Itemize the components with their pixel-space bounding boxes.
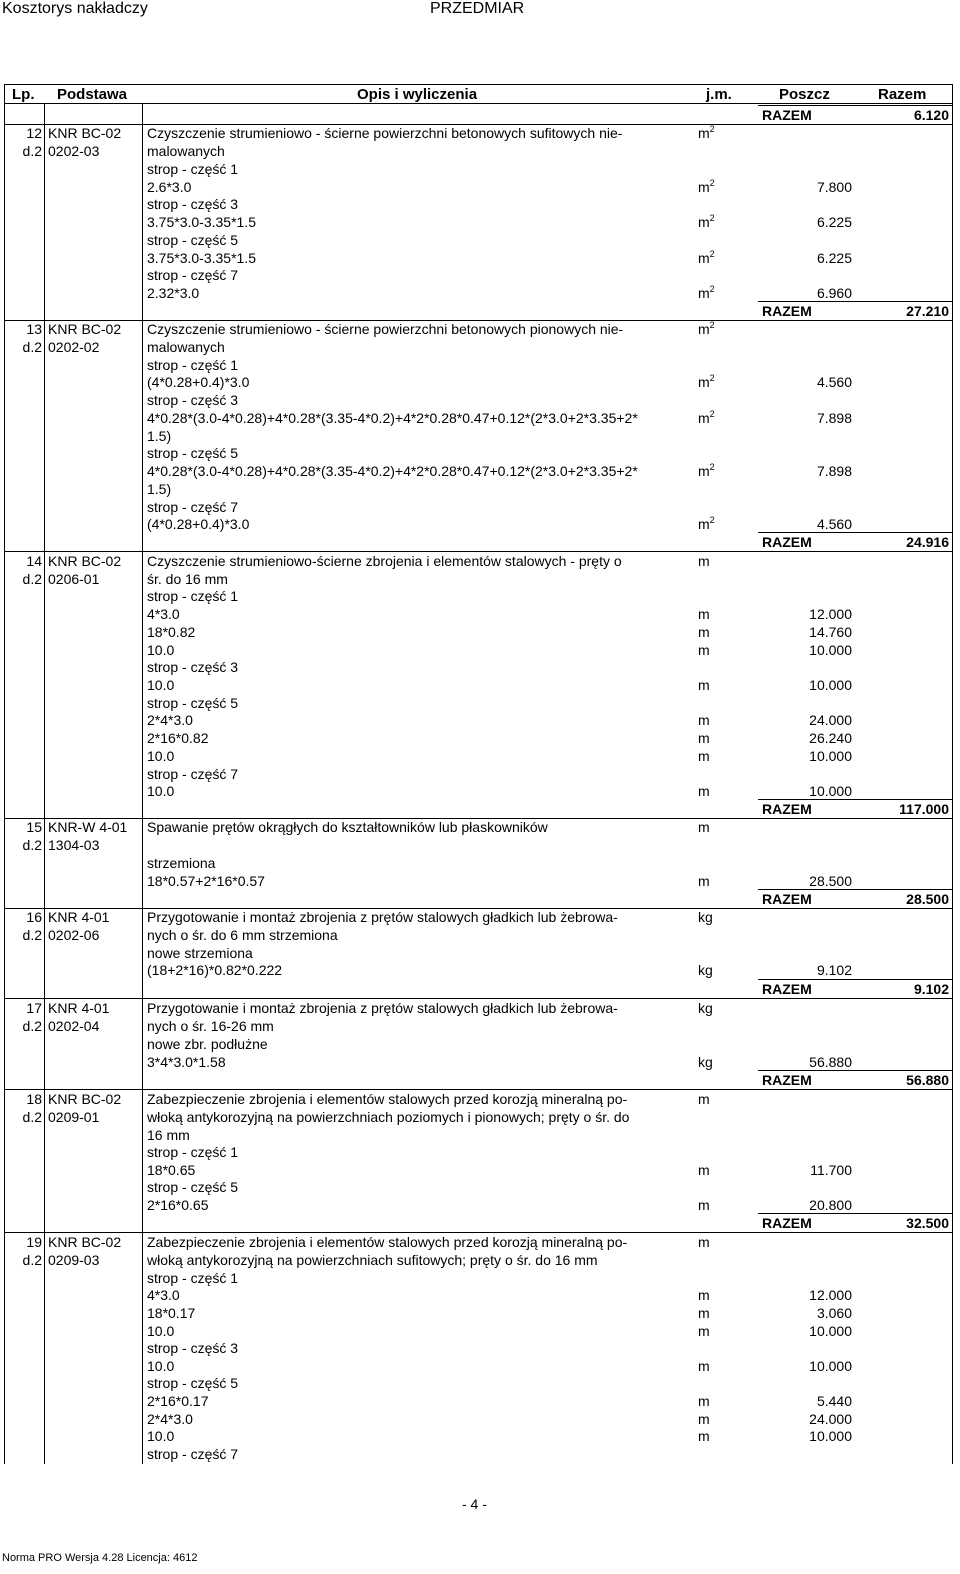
- table-row: [0, 623, 960, 641]
- table-row: [0, 498, 960, 516]
- item-unit: $m^2$: [698, 249, 715, 266]
- razem-row: [0, 302, 960, 320]
- item-unit: m: [698, 873, 710, 889]
- item-unit: m: [698, 1358, 710, 1374]
- table-row: [0, 587, 960, 605]
- item-number: 17: [26, 1000, 42, 1016]
- item-unit: $m^2$: [698, 178, 715, 195]
- item-quantity: 10.000: [809, 748, 852, 764]
- table-row: [0, 711, 960, 729]
- table-row: [0, 1357, 960, 1375]
- table-row: [0, 1017, 960, 1035]
- item-description: 10.0: [147, 783, 175, 799]
- razem-value: 27.210: [906, 303, 949, 319]
- item-unit: $m^2$: [698, 213, 715, 230]
- item-quantity: 24.000: [809, 1411, 852, 1427]
- item-number: d.2: [22, 837, 42, 853]
- item-unit: m: [698, 1411, 710, 1427]
- item-unit: m: [698, 1305, 710, 1321]
- item-quantity: 20.800: [809, 1197, 852, 1213]
- razem-row: [0, 800, 960, 818]
- item-basis: 1304-03: [48, 837, 100, 853]
- item-basis: KNR BC-02: [48, 1234, 122, 1250]
- item-description: 10.0: [147, 748, 175, 764]
- item-number: d.2: [22, 1252, 42, 1268]
- item-unit: kg: [698, 962, 713, 978]
- item-unit: kg: [698, 1054, 713, 1070]
- table-row: [0, 124, 960, 142]
- column-header-poszcz: Poszcz: [779, 86, 830, 103]
- item-description: Przygotowanie i montaż zbrojenia z prętów stalowych gładkich lub żebrowa-: [147, 1000, 618, 1016]
- item-description: 10.0: [147, 642, 175, 658]
- item-quantity: 4.560: [816, 374, 852, 390]
- item-unit: kg: [698, 1000, 713, 1016]
- item-quantity: 5.440: [816, 1393, 852, 1409]
- table-row: [0, 1090, 960, 1108]
- item-description: strop - część 3: [147, 392, 239, 408]
- item-description: 3.75*3.0-3.35*1.5: [147, 214, 256, 230]
- razem-value: 56.880: [906, 1072, 949, 1088]
- razem-row: [0, 1071, 960, 1089]
- table-row: [0, 266, 960, 284]
- item-description: nowe zbr. podłużne: [147, 1036, 268, 1052]
- table-row: [0, 373, 960, 391]
- razem-label: RAZEM: [762, 981, 812, 997]
- item-unit: m: [698, 1287, 710, 1303]
- item-description: strop - część 5: [147, 445, 239, 461]
- item-description: 18*0.82: [147, 624, 196, 640]
- item-description: (4*0.28+0.4)*3.0: [147, 374, 250, 390]
- item-description: 2*16*0.65: [147, 1197, 209, 1213]
- item-description: strop - część 5: [147, 695, 239, 711]
- item-description: 1.5): [147, 428, 172, 444]
- item-description: strop - część 1: [147, 357, 239, 373]
- table-row: [0, 213, 960, 231]
- table-row: [0, 1035, 960, 1053]
- item-unit: m: [698, 553, 710, 569]
- table-row: [0, 1339, 960, 1357]
- table-row: [0, 444, 960, 462]
- item-description: 3.75*3.0-3.35*1.5: [147, 250, 256, 266]
- item-unit: m: [698, 1323, 710, 1339]
- item-quantity: 7.898: [816, 410, 852, 426]
- item-quantity: 11.700: [810, 1162, 852, 1178]
- item-quantity: 28.500: [809, 873, 852, 889]
- item-description: nych o śr. do 6 mm strzemiona: [147, 927, 338, 943]
- table-row: [0, 338, 960, 356]
- item-unit: $m^2$: [698, 462, 715, 479]
- table-row: [0, 926, 960, 944]
- table-row: [0, 1445, 960, 1463]
- table-row: [0, 765, 960, 783]
- item-basis: KNR BC-02: [48, 125, 122, 141]
- item-quantity: 12.000: [809, 1287, 852, 1303]
- table-row: [0, 320, 960, 338]
- document-title: PRZEDMIAR: [430, 0, 525, 17]
- razem-label: RAZEM: [762, 303, 812, 319]
- table-row: [0, 605, 960, 623]
- item-unit: $m^2$: [698, 284, 715, 301]
- table-row: [0, 552, 960, 570]
- item-description: strop - część 7: [147, 267, 239, 283]
- table-row: [0, 1322, 960, 1340]
- item-number: d.2: [22, 927, 42, 943]
- item-description: 2*16*0.82: [147, 730, 209, 746]
- table-row: [0, 818, 960, 836]
- item-description: strop - część 1: [147, 1270, 239, 1286]
- item-unit: m: [698, 1197, 710, 1213]
- item-basis: 0206-01: [48, 571, 100, 587]
- item-quantity: 4.560: [816, 516, 852, 532]
- item-quantity: 9.102: [816, 962, 852, 978]
- razem-label: RAZEM: [762, 107, 812, 123]
- item-description: 2*4*3.0: [147, 712, 193, 728]
- table-row: [0, 961, 960, 979]
- item-description: strop - część 1: [147, 161, 239, 177]
- item-unit: m: [698, 783, 710, 799]
- page-number: - 4 -: [462, 1496, 487, 1512]
- item-description: strop - część 1: [147, 1144, 239, 1160]
- item-unit: $m^2$: [698, 409, 715, 426]
- table-row: [0, 515, 960, 533]
- item-basis: 0209-03: [48, 1252, 100, 1268]
- item-description: 2.32*3.0: [147, 285, 200, 301]
- item-unit: m: [698, 1393, 710, 1409]
- item-quantity: 56.880: [809, 1054, 852, 1070]
- razem-label: RAZEM: [762, 891, 812, 907]
- item-description: Zabezpieczenie zbrojenia i elementów stalowych przed korozją mineralną po-: [147, 1234, 628, 1250]
- item-description: malowanych: [147, 339, 225, 355]
- table-row: [0, 908, 960, 926]
- item-basis: KNR BC-02: [48, 321, 122, 337]
- table-row: [0, 1427, 960, 1445]
- item-basis: 0202-02: [48, 339, 100, 355]
- table-row: [0, 409, 960, 427]
- item-description: Czyszczenie strumieniowo - ścierne powierzchni betonowych sufitowych nie-: [147, 125, 623, 141]
- razem-value: 6.120: [913, 107, 949, 123]
- item-description: 3*4*3.0*1.58: [147, 1054, 226, 1070]
- item-description: Przygotowanie i montaż zbrojenia z prętów stalowych gładkich lub żebrowa-: [147, 909, 618, 925]
- column-header-unit: j.m.: [706, 86, 732, 103]
- item-quantity: 10.000: [809, 1428, 852, 1444]
- item-description: 18*0.57+2*16*0.57: [147, 873, 265, 889]
- table-row: [0, 747, 960, 765]
- item-quantity: 10.000: [809, 642, 852, 658]
- item-description: 2*4*3.0: [147, 1411, 193, 1427]
- item-description: Czyszczenie strumieniowo-ścierne zbrojenia i elementów stalowych - pręty o: [147, 553, 622, 569]
- item-quantity: 14.760: [809, 624, 852, 640]
- item-description: 16 mm: [147, 1127, 190, 1143]
- item-quantity: 26.240: [809, 730, 852, 746]
- item-description: strop - część 3: [147, 196, 239, 212]
- table-row: [0, 1178, 960, 1196]
- item-description: włoką antykorozyjną na powierzchniach poziomych i pionowych; pręty o śr. do: [147, 1109, 630, 1125]
- table-row: [0, 249, 960, 267]
- item-description: strzemiona: [147, 855, 216, 871]
- razem-value: 32.500: [906, 1215, 949, 1231]
- item-basis: 0202-03: [48, 143, 100, 159]
- item-unit: m: [698, 712, 710, 728]
- table-row: [0, 356, 960, 374]
- item-number: 15: [26, 819, 42, 835]
- table-row: [0, 1126, 960, 1144]
- razem-row: [0, 1214, 960, 1232]
- item-unit: m: [698, 677, 710, 693]
- item-basis: 0202-04: [48, 1018, 100, 1034]
- table-row: [0, 729, 960, 747]
- item-basis: 0209-01: [48, 1109, 100, 1125]
- item-number: d.2: [22, 143, 42, 159]
- column-header-desc: Opis i wyliczenia: [357, 86, 478, 103]
- item-description: nowe strzemiona: [147, 945, 253, 961]
- table-row: [0, 480, 960, 498]
- table-row: [0, 1143, 960, 1161]
- item-unit: $m^2$: [698, 320, 715, 337]
- table-row: [0, 676, 960, 694]
- table-row: [0, 694, 960, 712]
- table-row: [0, 1161, 960, 1179]
- table-row: [0, 1410, 960, 1428]
- table-row: [0, 160, 960, 178]
- table-row: [0, 1286, 960, 1304]
- column-header-base: Podstawa: [57, 86, 128, 103]
- item-description: (4*0.28+0.4)*3.0: [147, 516, 250, 532]
- item-description: 10.0: [147, 1323, 175, 1339]
- item-description: Spawanie prętów okrągłych do kształtowników lub płaskowników: [147, 819, 548, 835]
- item-quantity: 3.060: [816, 1305, 852, 1321]
- table-row: [0, 641, 960, 659]
- item-description: 1.5): [147, 481, 172, 497]
- item-description: 18*0.17: [147, 1305, 196, 1321]
- column-header-razem: Razem: [878, 86, 927, 103]
- item-quantity: 10.000: [809, 783, 852, 799]
- table-row: [0, 854, 960, 872]
- razem-label: RAZEM: [762, 534, 812, 550]
- table-row: [0, 231, 960, 249]
- item-basis: KNR BC-02: [48, 1091, 122, 1107]
- item-description: nych o śr. 16-26 mm: [147, 1018, 274, 1034]
- item-description: 4*0.28*(3.0-4*0.28)+4*0.28*(3.35-4*0.2)+4*2*0.28*0.47+0.12*(2*3.0+2*3.35+2*: [147, 463, 638, 479]
- item-unit: $m^2$: [698, 515, 715, 532]
- item-unit: m: [698, 1162, 710, 1178]
- item-description: strop - część 3: [147, 1340, 239, 1356]
- table-header: [4, 84, 953, 104]
- razem-label: RAZEM: [762, 1072, 812, 1088]
- razem-row: [0, 106, 960, 124]
- item-number: 12: [26, 125, 42, 141]
- item-basis: KNR 4-01: [48, 1000, 110, 1016]
- table-row: [0, 1269, 960, 1287]
- item-basis: KNR 4-01: [48, 909, 110, 925]
- item-description: strop - część 7: [147, 1446, 239, 1462]
- item-unit: m: [698, 624, 710, 640]
- item-description: śr. do 16 mm: [147, 571, 228, 587]
- document-app-title: Kosztorys nakładczy: [2, 0, 148, 17]
- table-row: [0, 872, 960, 890]
- item-description: 4*3.0: [147, 1287, 180, 1303]
- license-note: Norma PRO Wersja 4.28 Licencja: 4612: [2, 1552, 198, 1564]
- item-number: d.2: [22, 571, 42, 587]
- item-description: malowanych: [147, 143, 225, 159]
- razem-value: 24.916: [906, 534, 949, 550]
- table-row: [0, 427, 960, 445]
- item-unit: $m^2$: [698, 124, 715, 141]
- razem-row: [0, 890, 960, 908]
- item-quantity: 7.898: [816, 463, 852, 479]
- razem-value: 9.102: [913, 981, 949, 997]
- item-description: Czyszczenie strumieniowo - ścierne powierzchni betonowych pionowych nie-: [147, 321, 624, 337]
- table-row: [0, 1304, 960, 1322]
- table-row: [0, 836, 960, 854]
- table-row: [0, 1108, 960, 1126]
- item-quantity: 10.000: [809, 677, 852, 693]
- item-description: 2.6*3.0: [147, 179, 192, 195]
- item-unit: m: [698, 642, 710, 658]
- table-row: [0, 1196, 960, 1214]
- item-description: 10.0: [147, 677, 175, 693]
- item-unit: $m^2$: [698, 373, 715, 390]
- item-description: strop - część 5: [147, 1179, 239, 1195]
- item-description: 4*0.28*(3.0-4*0.28)+4*0.28*(3.35-4*0.2)+4*2*0.28*0.47+0.12*(2*3.0+2*3.35+2*: [147, 410, 638, 426]
- table-row: [0, 391, 960, 409]
- table-row: [0, 782, 960, 800]
- item-quantity: 24.000: [809, 712, 852, 728]
- item-description: Zabezpieczenie zbrojenia i elementów stalowych przed korozją mineralną po-: [147, 1091, 628, 1107]
- item-basis: 0202-06: [48, 927, 100, 943]
- table-row: [0, 1374, 960, 1392]
- table-row: [0, 462, 960, 480]
- table-row: [0, 999, 960, 1017]
- table-row: [0, 944, 960, 962]
- item-unit: m: [698, 1428, 710, 1444]
- item-number: 16: [26, 909, 42, 925]
- item-number: 18: [26, 1091, 42, 1107]
- razem-row: [0, 533, 960, 551]
- item-quantity: 6.960: [816, 285, 852, 301]
- item-quantity: 7.800: [816, 179, 852, 195]
- item-quantity: 12.000: [809, 606, 852, 622]
- item-quantity: 6.225: [816, 214, 852, 230]
- item-description: 2*16*0.17: [147, 1393, 209, 1409]
- razem-label: RAZEM: [762, 1215, 812, 1231]
- item-description: strop - część 1: [147, 588, 239, 604]
- item-number: 19: [26, 1234, 42, 1250]
- item-description: 4*3.0: [147, 606, 180, 622]
- table-row: [0, 570, 960, 588]
- item-quantity: 6.225: [816, 250, 852, 266]
- table-row: [0, 178, 960, 196]
- item-unit: m: [698, 748, 710, 764]
- item-number: 13: [26, 321, 42, 337]
- item-unit: m: [698, 1234, 710, 1250]
- column-header-lp: Lp.: [12, 86, 35, 103]
- table-row: [0, 284, 960, 302]
- razem-row: [0, 980, 960, 998]
- item-number: d.2: [22, 1109, 42, 1125]
- item-unit: m: [698, 819, 710, 835]
- table-row: [0, 1233, 960, 1251]
- item-quantity: 10.000: [809, 1358, 852, 1374]
- item-description: (18+2*16)*0.82*0.222: [147, 962, 283, 978]
- item-unit: kg: [698, 909, 713, 925]
- razem-value: 28.500: [906, 891, 949, 907]
- table-row: [0, 658, 960, 676]
- table-row: [0, 195, 960, 213]
- item-number: d.2: [22, 339, 42, 355]
- razem-value: 117.000: [899, 801, 949, 817]
- item-description: strop - część 5: [147, 1375, 239, 1391]
- item-description: strop - część 7: [147, 499, 239, 515]
- table-row: [0, 142, 960, 160]
- table-row: [0, 1053, 960, 1071]
- item-description: 18*0.65: [147, 1162, 196, 1178]
- item-description: włoką antykorozyjną na powierzchniach sufitowych; pręty o śr. do 16 mm: [147, 1252, 598, 1268]
- razem-label: RAZEM: [762, 801, 812, 817]
- item-description: strop - część 7: [147, 766, 239, 782]
- item-unit: m: [698, 606, 710, 622]
- item-number: d.2: [22, 1018, 42, 1034]
- item-basis: KNR BC-02: [48, 553, 122, 569]
- item-description: strop - część 3: [147, 659, 239, 675]
- item-description: strop - część 5: [147, 232, 239, 248]
- table-row: [0, 1251, 960, 1269]
- item-quantity: 10.000: [809, 1323, 852, 1339]
- item-unit: m: [698, 1091, 710, 1107]
- item-number: 14: [26, 553, 42, 569]
- item-description: 10.0: [147, 1428, 175, 1444]
- item-unit: m: [698, 730, 710, 746]
- item-basis: KNR-W 4-01: [48, 819, 128, 835]
- item-description: 10.0: [147, 1358, 175, 1374]
- table-row: [0, 1392, 960, 1410]
